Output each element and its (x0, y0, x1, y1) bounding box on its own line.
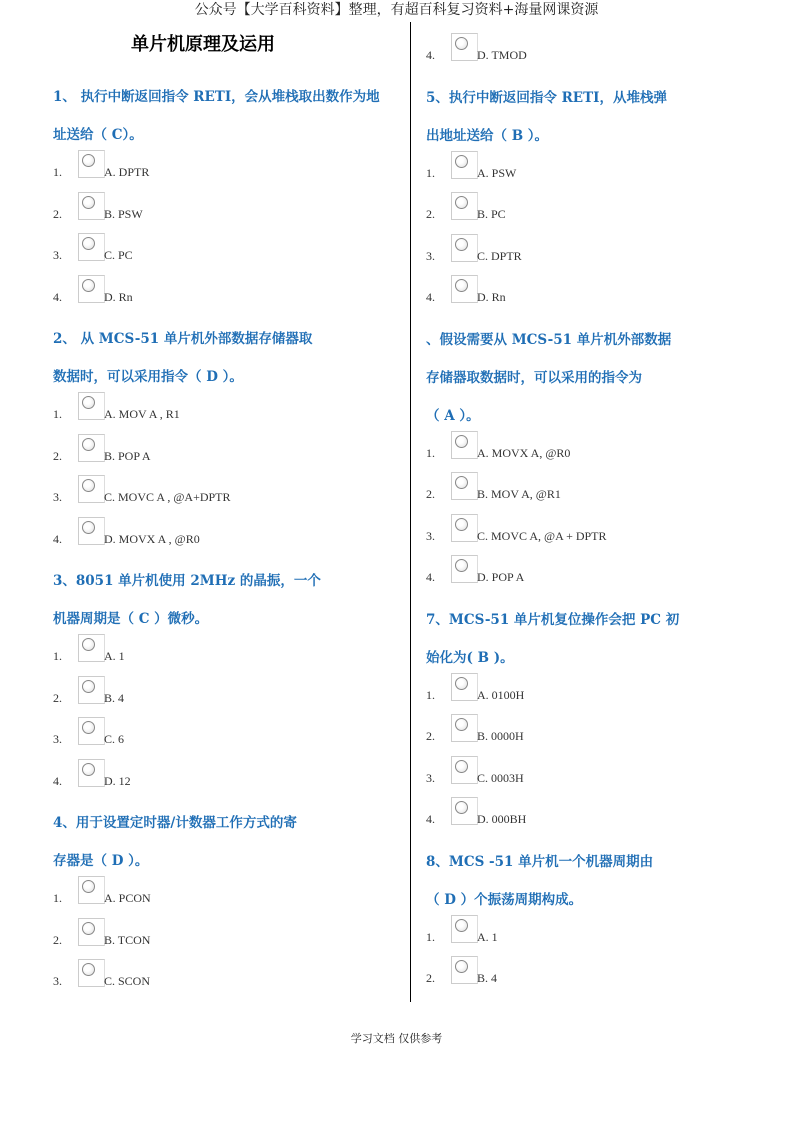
option-label: D. 12 (104, 773, 131, 788)
radio-icon[interactable] (82, 721, 95, 734)
question-block (53, 562, 413, 804)
option-radio-box[interactable] (451, 431, 478, 459)
option-number: 2. (426, 729, 435, 743)
option-radio-box[interactable] (451, 756, 478, 784)
option-number: 3. (426, 528, 435, 543)
radio-icon[interactable] (82, 763, 95, 776)
question-block (426, 79, 786, 321)
option-number: 1. (53, 891, 62, 905)
option-number: 4. (53, 289, 62, 304)
option-number: 3. (426, 770, 435, 785)
question-text: 8、MCS -51 单片机一个机器周期由 (426, 853, 654, 870)
option-label: D. Rn (477, 290, 506, 304)
option-row (426, 801, 786, 843)
question-text: 4、用于设置定时器/计数器工作方式的寄 (53, 815, 297, 831)
option-row (426, 919, 786, 961)
option-number: 2. (53, 206, 62, 221)
radio-icon[interactable] (455, 476, 468, 489)
option-row (53, 396, 413, 438)
option-label: B. 4 (477, 971, 498, 985)
option-number: 1. (426, 929, 435, 944)
option-row (426, 196, 786, 238)
radio-icon[interactable] (82, 396, 95, 409)
question-text: （ A ）。 (426, 407, 480, 424)
option-radio-box[interactable] (78, 959, 105, 987)
option-label: A. DPTR (104, 165, 150, 179)
question-text: 、假设需要从 MCS-51 单片机外部数据 (426, 331, 672, 348)
option-row (426, 238, 786, 280)
option-row (53, 922, 413, 964)
option-radio-box[interactable] (78, 192, 105, 220)
option-label: C. MOVC A, @A + DPTR (477, 528, 607, 543)
option-row (53, 721, 413, 763)
option-radio-box[interactable] (78, 517, 105, 545)
radio-icon[interactable] (82, 196, 95, 209)
option-radio-box[interactable] (451, 514, 478, 542)
option-row (53, 279, 413, 321)
option-radio-box[interactable] (78, 676, 105, 704)
radio-icon[interactable] (455, 155, 468, 168)
option-label: B. PC (477, 207, 506, 221)
option-label: A. 1 (104, 649, 125, 663)
question-text: （ D ）个振荡周期构成。 (426, 891, 583, 908)
question-block (53, 804, 413, 1005)
option-row (53, 638, 413, 680)
question-text: 7、MCS-51 单片机复位操作会把 PC 初 (426, 611, 680, 628)
option-number: 2. (53, 690, 62, 705)
option-radio-box[interactable] (451, 915, 478, 943)
option-row (53, 438, 413, 480)
option-row (426, 559, 786, 601)
option-number: 1. (53, 649, 62, 663)
option-row (53, 680, 413, 722)
option-label: C. SCON (104, 974, 151, 988)
option-radio-box[interactable] (451, 673, 478, 701)
option-number: 3. (53, 490, 62, 504)
radio-icon[interactable] (82, 279, 95, 292)
option-radio-box[interactable] (451, 234, 478, 262)
option-number: 1. (426, 445, 435, 460)
option-label: A. MOVX A, @R0 (477, 445, 571, 460)
option-radio-box[interactable] (78, 275, 105, 303)
radio-icon[interactable] (82, 521, 95, 534)
document-title: 单片机原理及运用 (131, 34, 275, 55)
option-label: B. TCON (104, 932, 151, 947)
option-number: 3. (426, 248, 435, 263)
option-row (426, 760, 786, 802)
option-label: C. DPTR (477, 248, 522, 263)
option-label: A. PCON (104, 891, 151, 905)
option-number: 4. (426, 290, 435, 304)
left-column (53, 26, 413, 1005)
option-radio-box[interactable] (78, 392, 105, 420)
option-number: 2. (426, 487, 435, 501)
option-radio-box[interactable] (451, 555, 478, 583)
option-label: C. MOVC A , @A+DPTR (104, 490, 231, 504)
option-label: D. POP A (477, 570, 525, 584)
option-label: A. 0100H (477, 687, 525, 702)
option-radio-box[interactable] (78, 759, 105, 787)
option-row (426, 518, 786, 560)
option-number: 4. (426, 570, 435, 584)
option-number: 3. (53, 248, 62, 262)
radio-icon[interactable] (455, 801, 468, 814)
radio-icon[interactable] (82, 963, 95, 976)
option-label: C. PC (104, 248, 133, 262)
radio-icon[interactable] (82, 680, 95, 693)
option-number: 1. (426, 687, 435, 702)
option-label: B. POP A (104, 448, 151, 463)
question-block (53, 320, 413, 562)
option-row (53, 763, 413, 805)
option-number: 1. (426, 165, 435, 180)
question-text: 数据时，可以采用指令（ D ）。 (53, 369, 243, 385)
option-row (426, 279, 786, 321)
question-text: 5、执行中断返回指令 RETI，从堆栈弹 (426, 89, 667, 106)
option-row (426, 435, 786, 477)
radio-icon[interactable] (455, 238, 468, 251)
option-label: A. PSW (477, 165, 517, 180)
radio-icon[interactable] (455, 196, 468, 209)
option-radio-box[interactable] (451, 151, 478, 179)
radio-icon[interactable] (82, 880, 95, 893)
right-questions (426, 79, 786, 1002)
option-radio-box[interactable] (78, 150, 105, 178)
option-radio-box[interactable] (451, 472, 478, 500)
option-radio-box[interactable] (78, 434, 105, 462)
option-label: B. 0000H (477, 729, 524, 743)
right-column (426, 37, 786, 1002)
radio-icon[interactable] (455, 677, 468, 690)
option-radio-box[interactable] (451, 192, 478, 220)
page-header: 公众号【大学百科资料】整理，有超百科复习资料+海量网课资源 (194, 2, 599, 18)
question-text: 址送给（ C）。 (53, 127, 143, 143)
option-label: C. 0003H (477, 770, 524, 785)
question-text: 1、 执行中断返回指令 RETI，会从堆栈取出数作为地 (53, 89, 380, 105)
radio-icon[interactable] (455, 37, 468, 50)
radio-icon[interactable] (455, 960, 468, 973)
radio-icon[interactable] (455, 435, 468, 448)
radio-icon[interactable] (82, 154, 95, 167)
question-text: 3、8051 单片机使用 2MHz 的晶振，一个 (53, 573, 321, 589)
option-label: D. MOVX A , @R0 (104, 531, 200, 546)
option-row (53, 521, 413, 563)
radio-icon[interactable] (82, 237, 95, 250)
question-text: 存储器取数据时，可以采用的指令为 (426, 369, 642, 386)
option-row (53, 196, 413, 238)
option-number: 2. (426, 971, 435, 985)
option-row (426, 718, 786, 760)
question-text: 2、 从 MCS-51 单片机外部数据存储器取 (53, 331, 313, 347)
question-text: 始化为( B )。 (426, 649, 514, 666)
option-label: A. MOV A , R1 (104, 407, 180, 421)
radio-icon[interactable] (455, 760, 468, 773)
option-radio-box[interactable] (451, 275, 478, 303)
option-number: 2. (53, 448, 62, 463)
question-text: 出地址送给（ B ）。 (426, 127, 549, 144)
option-radio-box[interactable] (451, 956, 478, 984)
option-radio-box[interactable] (78, 876, 105, 904)
question-block (426, 843, 786, 1002)
option-number: 3. (53, 732, 62, 746)
option-radio-box[interactable] (78, 475, 105, 503)
option-label: B. MOV A, @R1 (477, 487, 561, 501)
option-radio-box[interactable] (78, 717, 105, 745)
question-block (53, 78, 413, 320)
radio-icon[interactable] (455, 279, 468, 292)
option-radio-box[interactable] (451, 714, 478, 742)
option-label: C. 6 (104, 732, 125, 746)
option-row (426, 155, 786, 197)
option-number: 4. (426, 48, 435, 62)
page-footer: 学习文档 仅供参考 (350, 1032, 443, 1045)
option-row (53, 479, 413, 521)
option-number: 1. (53, 165, 62, 179)
option-row (426, 677, 786, 719)
option-radio-box[interactable] (451, 33, 478, 61)
radio-icon[interactable] (82, 438, 95, 451)
option-row (53, 880, 413, 922)
option-row (426, 960, 786, 1002)
option-row (53, 963, 413, 1005)
option-number: 2. (53, 932, 62, 947)
option-number: 4. (426, 812, 435, 826)
left-questions (53, 78, 413, 1005)
option-radio-box[interactable] (78, 634, 105, 662)
question-block (426, 321, 786, 601)
radio-icon[interactable] (82, 638, 95, 651)
option-number: 4. (53, 531, 62, 546)
option-number: 1. (53, 407, 62, 421)
option-radio-box[interactable] (78, 918, 105, 946)
radio-icon[interactable] (455, 718, 468, 731)
option-radio-box[interactable] (78, 233, 105, 261)
radio-icon[interactable] (455, 518, 468, 531)
option-number: 2. (426, 207, 435, 221)
option-label: D. TMOD (477, 48, 527, 62)
radio-icon[interactable] (82, 922, 95, 935)
question-text: 机器周期是（ C ）微秒。 (53, 611, 209, 627)
option-label: A. 1 (477, 929, 498, 944)
question-block (426, 601, 786, 843)
option-row (53, 154, 413, 196)
option-row (426, 37, 786, 79)
radio-icon[interactable] (82, 479, 95, 492)
question-text: 存器是（ D ）。 (53, 853, 149, 869)
option-label: D. Rn (104, 289, 133, 304)
radio-icon[interactable] (455, 559, 468, 572)
option-number: 3. (53, 974, 62, 988)
option-label: B. 4 (104, 690, 125, 705)
option-row (53, 237, 413, 279)
option-label: B. PSW (104, 206, 143, 221)
radio-icon[interactable] (455, 919, 468, 932)
option-number: 4. (53, 773, 62, 788)
option-label: D. 000BH (477, 812, 527, 826)
option-radio-box[interactable] (451, 797, 478, 825)
option-row (426, 476, 786, 518)
